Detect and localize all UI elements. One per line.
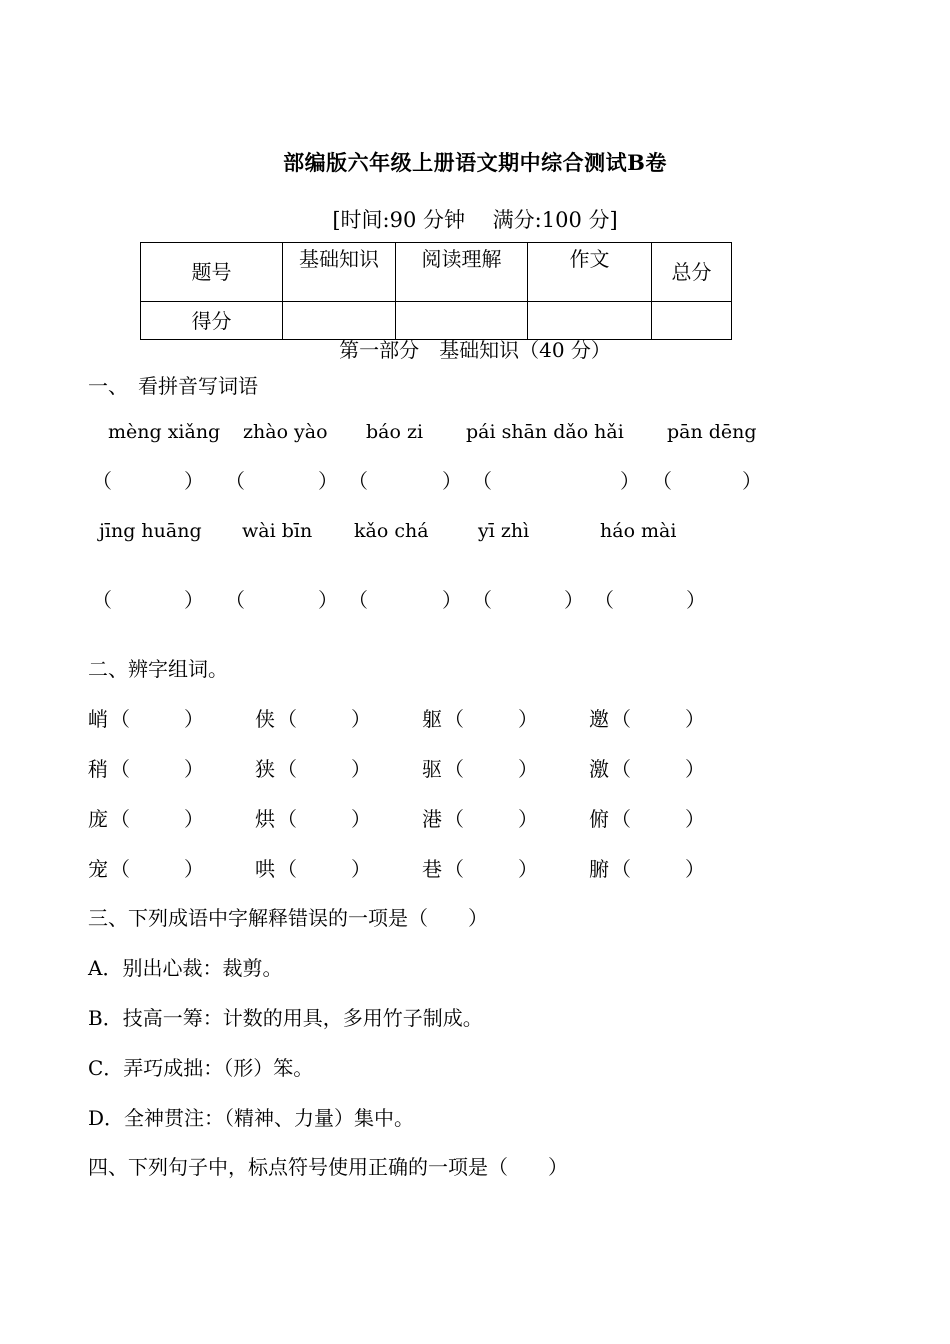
- answer-paren-open: （: [444, 707, 464, 731]
- answer-paren-open: （: [611, 707, 631, 731]
- score-table-header-row: [141, 243, 732, 302]
- answer-paren-close: ）: [742, 469, 762, 493]
- answer-paren-open: （: [110, 707, 130, 731]
- page-title: 部编版六年级上册语文期中综合测试B卷: [283, 150, 667, 175]
- grid-character: 腑: [589, 857, 609, 881]
- grid-character: 狭: [255, 757, 275, 781]
- answer-paren-close: ）: [518, 707, 538, 731]
- pinyin-item: kǎo chá: [354, 520, 429, 542]
- answer-paren-close: ）: [564, 588, 584, 612]
- answer-paren-open: （: [444, 807, 464, 831]
- answer-paren-open: （: [277, 807, 297, 831]
- answer-paren-close: ）: [620, 469, 640, 493]
- pinyin-item: pái shān dǎo hǎi: [466, 421, 624, 443]
- answer-paren-open: （: [110, 807, 130, 831]
- answer-paren-close: ）: [184, 757, 204, 781]
- answer-paren-close: ）: [351, 757, 371, 781]
- answer-paren-open: （: [611, 757, 631, 781]
- answer-paren-close: ）: [351, 707, 371, 731]
- header-cell: 基础知识: [283, 243, 396, 302]
- grid-character: 激: [589, 757, 609, 781]
- score-cell[interactable]: [652, 302, 732, 340]
- pinyin-item: pān dēng: [667, 421, 757, 443]
- pinyin-item: jīng huāng: [99, 520, 202, 542]
- grid-character: 峭: [88, 707, 108, 731]
- answer-paren-close: ）: [518, 757, 538, 781]
- answer-paren-close: ）: [318, 588, 338, 612]
- answer-paren-open: （: [652, 469, 672, 493]
- row-label-cell: 得分: [141, 302, 283, 340]
- answer-paren-open: （: [277, 707, 297, 731]
- question-3-title: 三、下列成语中字解释错误的一项是（ ）: [88, 906, 488, 930]
- answer-paren-open: （: [348, 588, 368, 612]
- answer-paren-close: ）: [442, 469, 462, 493]
- answer-paren-close: ）: [442, 588, 462, 612]
- answer-paren-open: （: [110, 857, 130, 881]
- answer-paren-open: （: [225, 588, 245, 612]
- pinyin-item: zhào yào: [243, 421, 328, 443]
- pinyin-item: wài bīn: [242, 520, 313, 542]
- score-cell[interactable]: [396, 302, 528, 340]
- answer-paren-close: ）: [184, 707, 204, 731]
- answer-paren-open: （: [277, 757, 297, 781]
- answer-paren-close: ）: [184, 588, 204, 612]
- pinyin-item: mèng xiǎng: [108, 421, 221, 443]
- answer-paren-close: ）: [686, 588, 706, 612]
- header-cell: 总分: [652, 243, 732, 302]
- answer-paren-open: （: [611, 807, 631, 831]
- score-cell[interactable]: [283, 302, 396, 340]
- score-cell[interactable]: [528, 302, 652, 340]
- pinyin-item: báo zi: [366, 421, 424, 443]
- answer-paren-open: （: [92, 469, 112, 493]
- grid-character: 邀: [589, 707, 609, 731]
- grid-character: 稍: [88, 757, 108, 781]
- section-heading: 第一部分 基础知识（40 分）: [339, 338, 611, 362]
- header-cell: 阅读理解: [396, 243, 528, 302]
- grid-character: 巷: [422, 857, 442, 881]
- answer-paren-open: （: [277, 857, 297, 881]
- answer-paren-open: （: [594, 588, 614, 612]
- grid-character: 侠: [255, 707, 275, 731]
- answer-paren-open: （: [444, 757, 464, 781]
- grid-character: 港: [422, 807, 442, 831]
- grid-character: 庞: [88, 807, 108, 831]
- option-b: B．技高一筹：计数的用具，多用竹子制成。: [88, 1006, 483, 1030]
- answer-paren-open: （: [92, 588, 112, 612]
- grid-character: 烘: [255, 807, 275, 831]
- answer-paren-close: ）: [518, 807, 538, 831]
- header-cell: 题号: [141, 243, 283, 302]
- option-a: A．别出心裁：裁剪。: [88, 956, 283, 980]
- question-1-title: 一、 看拼音写词语: [88, 374, 258, 398]
- answer-paren-close: ）: [685, 857, 705, 881]
- question-2-title: 二、辨字组词。: [88, 657, 228, 681]
- answer-paren-open: （: [110, 757, 130, 781]
- pinyin-item: yī zhì: [478, 520, 530, 542]
- answer-paren-open: （: [444, 857, 464, 881]
- header-cell: 作文: [528, 243, 652, 302]
- answer-paren-open: （: [472, 469, 492, 493]
- answer-paren-close: ）: [184, 857, 204, 881]
- answer-paren-close: ）: [351, 807, 371, 831]
- answer-paren-open: （: [472, 588, 492, 612]
- answer-paren-open: （: [348, 469, 368, 493]
- option-c: C．弄巧成拙：（形）笨。: [88, 1056, 314, 1080]
- score-table: [140, 242, 732, 340]
- exam-meta: [时间:90 分钟 满分:100 分]: [332, 208, 618, 232]
- answer-paren-close: ）: [518, 857, 538, 881]
- answer-paren-close: ）: [351, 857, 371, 881]
- answer-paren-close: ）: [685, 707, 705, 731]
- pinyin-item: háo mài: [600, 520, 677, 542]
- option-d: D．全神贯注：（精神、力量）集中。: [88, 1106, 415, 1130]
- grid-character: 俯: [589, 807, 609, 831]
- score-table-row: [141, 302, 732, 340]
- answer-paren-close: ）: [685, 757, 705, 781]
- grid-character: 驱: [422, 757, 442, 781]
- answer-paren-close: ）: [184, 469, 204, 493]
- grid-character: 哄: [255, 857, 275, 881]
- question-4-title: 四、下列句子中，标点符号使用正确的一项是（ ）: [88, 1155, 568, 1179]
- answer-paren-close: ）: [184, 807, 204, 831]
- grid-character: 躯: [422, 707, 442, 731]
- answer-paren-close: ）: [318, 469, 338, 493]
- answer-paren-close: ）: [685, 807, 705, 831]
- answer-paren-open: （: [611, 857, 631, 881]
- answer-paren-open: （: [225, 469, 245, 493]
- grid-character: 宠: [88, 857, 108, 881]
